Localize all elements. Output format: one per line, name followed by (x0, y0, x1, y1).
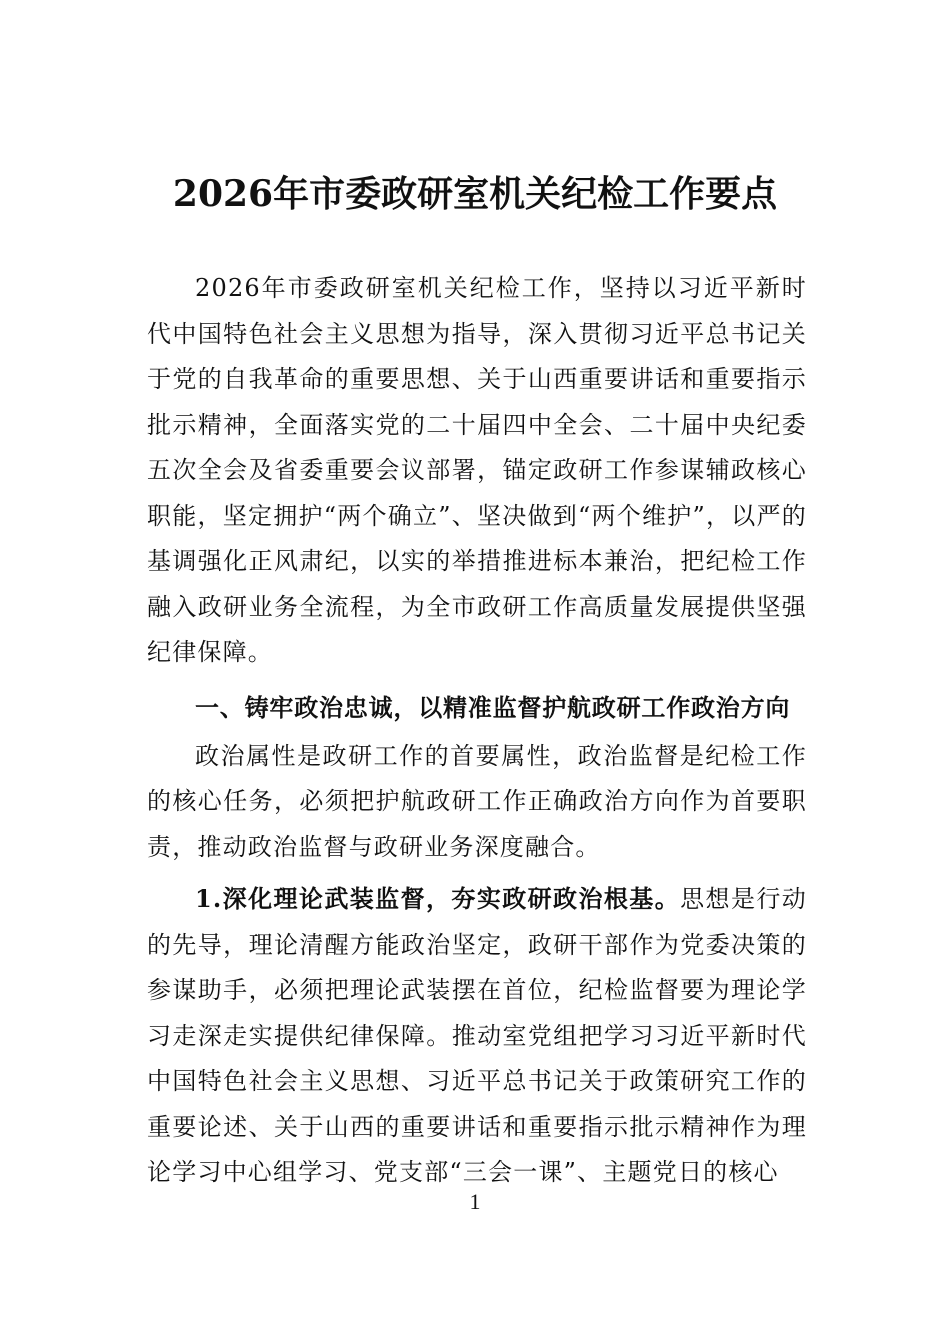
item-1-lead: 1.深化理论武装监督，夯实政研政治根基。 (195, 884, 681, 913)
page-number: 1 (469, 1189, 481, 1214)
intro-paragraph: 2026年市委政研室机关纪检工作，坚持以习近平新时代中国特色社会主义思想为指导，深入贯彻习近平总书记关于党的自我革命的重要思想、关于山西重要讲话和重要指示批示精神，全面落实党的二十届四中全会、二十届中央纪委五次全会及省委重要会议部署，锚定政研工作参谋辅政核心职能，坚定拥护“两个确立”、坚决做到“两个维护”，以严的基调强化正风肃纪，以实的举措推进标本兼治，把纪检工作融入政研业务全流程，为全市政研工作高质量发展提供坚强纪律保障。 (147, 274, 807, 666)
section-1-paragraph: 政治属性是政研工作的首要属性，政治监督是纪检工作的核心任务，必须把护航政研工作正确政治方向作为首要职责，推动政治监督与政研业务深度融合。 (147, 741, 807, 861)
document-title: 2026年市委政研室机关纪检工作要点 (172, 173, 778, 215)
item-1-text: 思想是行动的先导，理论清醒方能政治坚定，政研干部作为党委决策的参谋助手，必须把理论武装摆在首位，纪检监督要为理论学习走深走实提供纪律保障。推动室党组把学习习近平新时代中国特色社会主义思想、习近平总书记关于政策研究工作的重要论述、关于山西的重要讲话和重要指示批示精神作为理论学习中心组学习、党支部“三会一课”、主题党日的核心 (147, 885, 807, 1186)
section-heading-1: 一、铸牢政治忠诚，以精准监督护航政研工作政治方向 (195, 693, 791, 722)
document-body (147, 266, 807, 1196)
item-1-paragraph (147, 876, 807, 1196)
